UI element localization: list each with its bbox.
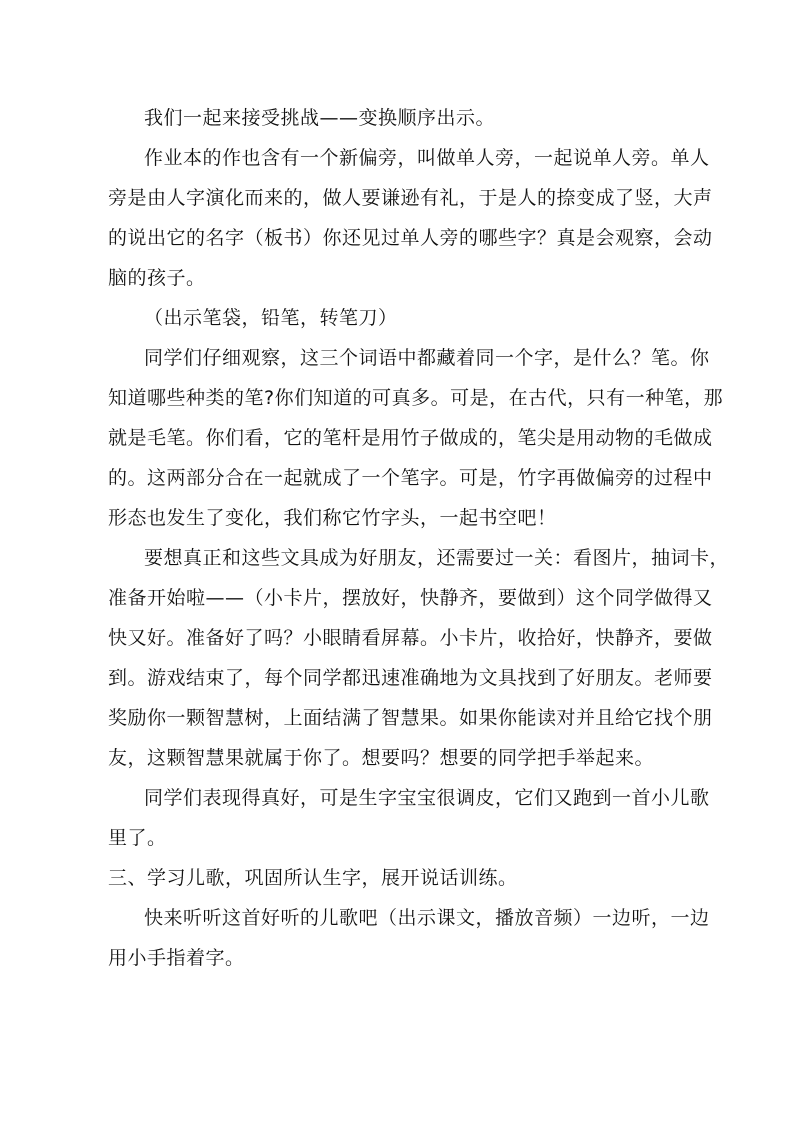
text-line: 脑的孩子。 <box>108 267 206 289</box>
text-line: 里了。 <box>108 827 167 849</box>
text-line: 准备开始啦——（小卡片，摆放好，快静齐，要做到）这个同学做得又 <box>108 587 713 609</box>
text-line: 的。这两部分合在一起就成了一个笔字。可是，竹字再做偏旁的过程中 <box>108 467 713 489</box>
text-line: 形态也发生了变化，我们称它竹字头，一起书空吧！ <box>108 507 557 529</box>
text-line: （出示笔袋，铅笔，转笔刀） <box>144 307 398 329</box>
text-line: 就是毛笔。你们看，它的笔杆是用竹子做成的，笔尖是用动物的毛做成 <box>108 427 713 449</box>
document-body <box>108 98 730 978</box>
text-line: 到。游戏结束了，每个同学都迅速准确地为文具找到了好朋友。老师要 <box>108 667 713 689</box>
text-line: 同学们表现得真好，可是生字宝宝很调皮，它们又跑到一首小儿歌 <box>144 787 710 809</box>
text-line: 用小手指着字。 <box>108 947 245 969</box>
text-line: 奖励你一颗智慧树，上面结满了智慧果。如果你能读对并且给它找个朋 <box>108 707 713 729</box>
text-line: 快又好。准备好了吗？小眼睛看屏幕。小卡片，收拾好，快静齐，要做 <box>108 627 713 649</box>
text-line: 同学们仔细观察，这三个词语中都藏着同一个字，是什么？笔。你 <box>144 347 710 369</box>
text-line: 作业本的作也含有一个新偏旁，叫做单人旁，一起说单人旁。单人 <box>144 147 710 169</box>
text-line: 旁是由人字演化而来的，做人要谦逊有礼，于是人的捺变成了竖，大声 <box>108 187 713 209</box>
text-line: 我们一起来接受挑战——变换顺序出示。 <box>144 107 496 129</box>
text-line: 要想真正和这些文具成为好朋友，还需要过一关：看图片，抽词卡， <box>144 547 730 569</box>
text-line: 快来听听这首好听的儿歌吧（出示课文，播放音频）一边听，一边 <box>144 907 710 929</box>
text-line: 知道哪些种类的笔?你们知道的可真多。可是，在古代，只有一种笔，那 <box>108 387 724 409</box>
text-line: 友，这颗智慧果就属于你了。想要吗？想要的同学把手举起来。 <box>108 747 655 769</box>
section-heading: 三、学习儿歌，巩固所认生字，展开说话训练。 <box>108 867 518 889</box>
text-line: 的说出它的名字（板书）你还见过单人旁的哪些字？真是会观察，会动 <box>108 227 713 249</box>
